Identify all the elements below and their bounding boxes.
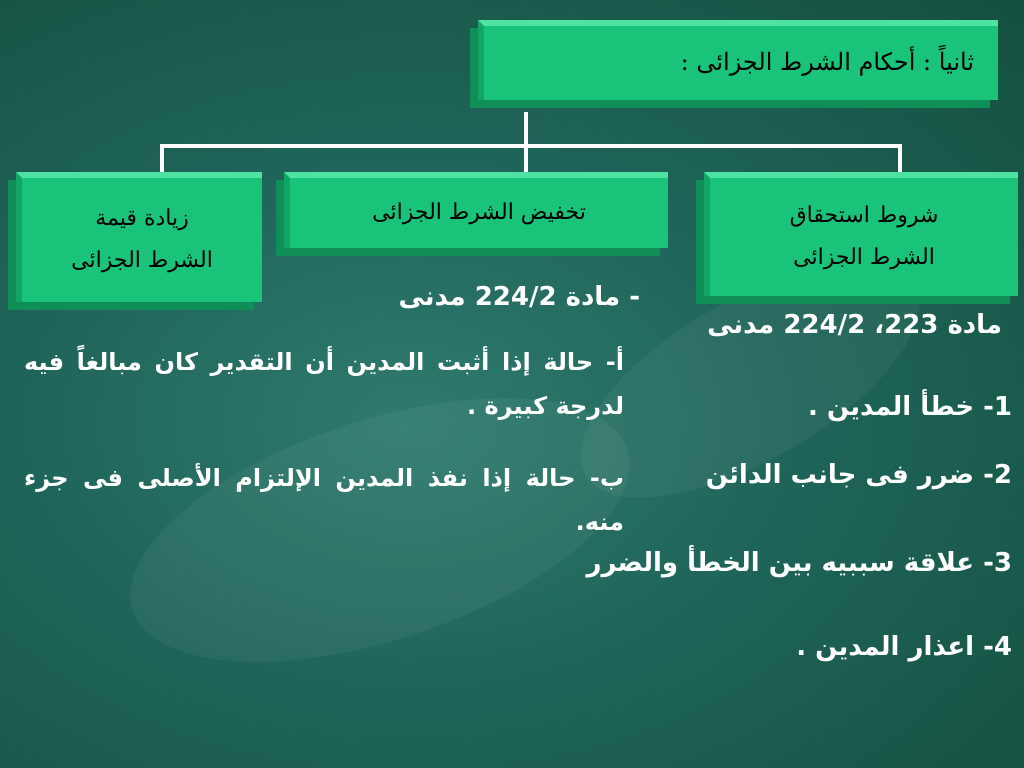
box-reduction-label: تخفيض الشرط الجزائى bbox=[372, 200, 586, 226]
box-conditions-line1: شروط استحقاق bbox=[789, 203, 939, 229]
condition-item: 1- خطأ المدين . bbox=[807, 392, 1012, 422]
condition-item: 4- اعذار المدين . bbox=[796, 632, 1012, 662]
reduction-item-a: أ- حالة إذا أثبت المدين أن التقدير كان مبالغاً فيه لدرجة كبيرة . bbox=[24, 348, 624, 420]
conditions-article: مادة 223، 224/2 مدنى bbox=[707, 310, 1002, 340]
connector-middle bbox=[524, 144, 528, 172]
reduction-article: - مادة 224/2 مدنى bbox=[398, 282, 640, 312]
connector-bar bbox=[160, 144, 902, 148]
box-increase-line2: الشرط الجزائى bbox=[71, 248, 213, 273]
box-conditions-line2: الشرط الجزائى bbox=[793, 245, 935, 270]
reduction-item-b: ب- حالة إذا نفذ المدين الإلتزام الأصلى فى جزء منه. bbox=[24, 464, 624, 536]
connector-left bbox=[160, 144, 164, 172]
box-reduction bbox=[284, 172, 668, 248]
condition-item: 3- علاقة سببيه بين الخطأ والضرر bbox=[586, 548, 1012, 578]
title-box bbox=[478, 20, 998, 100]
condition-item: 2- ضرر فى جانب الدائن bbox=[705, 460, 1012, 490]
box-conditions bbox=[704, 172, 1018, 296]
box-increase bbox=[16, 172, 262, 302]
box-increase-line1: زيادة قيمة bbox=[95, 206, 189, 232]
connector-right bbox=[898, 144, 902, 172]
title-text: ثانياً : أحكام الشرط الجزائى : bbox=[680, 48, 974, 77]
